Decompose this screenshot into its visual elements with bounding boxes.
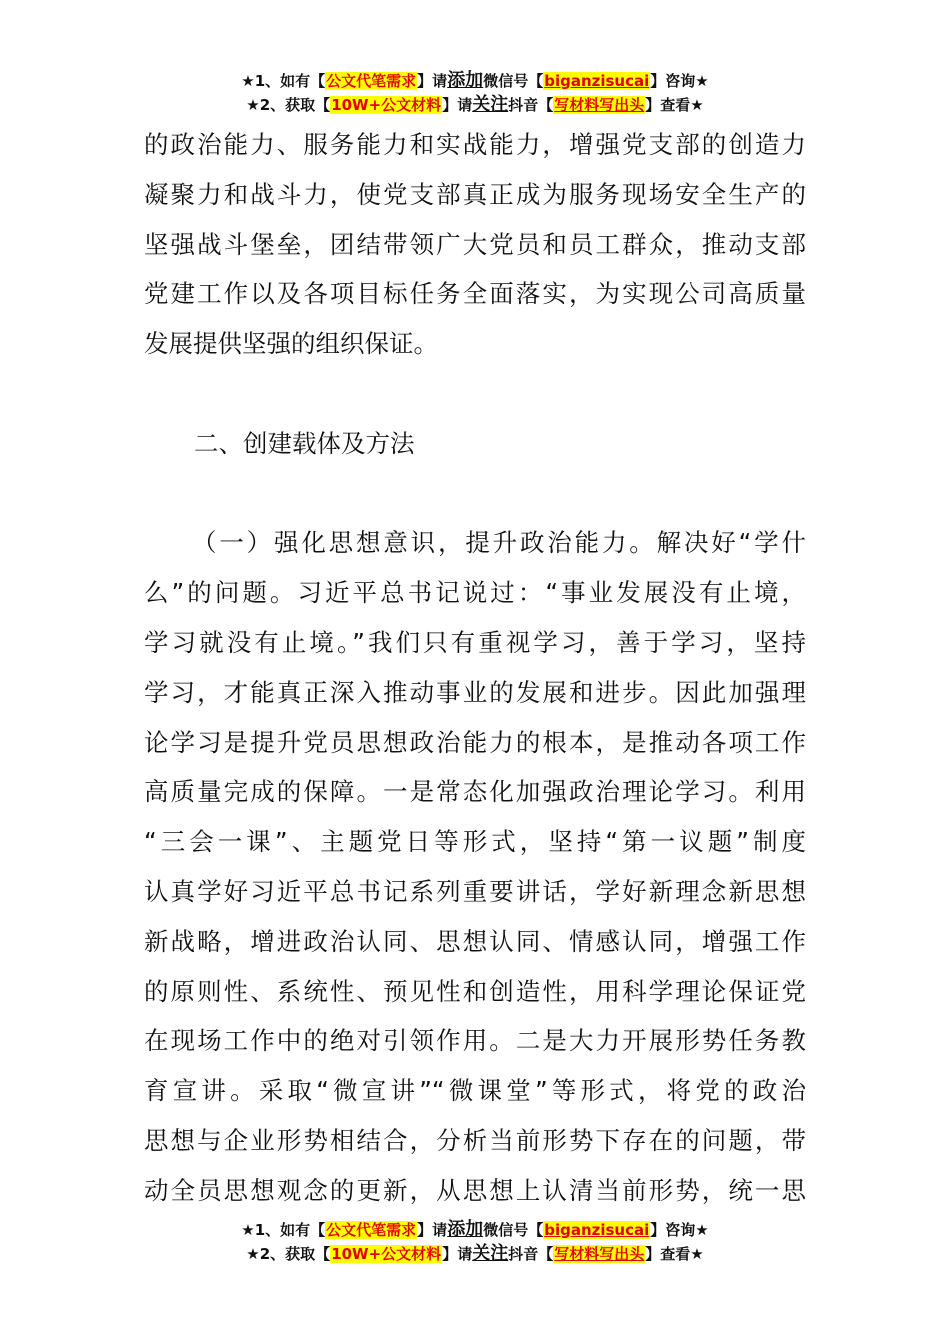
promo-text: 】请: [442, 1245, 473, 1263]
promo-emphasis: 添加: [447, 70, 484, 91]
promo-line-1: [0, 1218, 950, 1242]
promo-highlight: 10W+公文材料: [331, 96, 442, 114]
douyin-link[interactable]: 写材料写出头: [554, 1245, 645, 1263]
promo-highlight: 公文代笔需求: [326, 72, 417, 90]
text-line: 育宣讲。采取“微宣讲”“微课堂”等形式，将党的政治: [144, 1076, 806, 1106]
promo-emphasis: 关注: [472, 94, 509, 115]
text-line: 学习，才能真正深入推动事业的发展和进步。因此加强理: [144, 677, 806, 707]
text-line: 动全员思想观念的更新，从思想上认清当前形势，统一思: [144, 1175, 806, 1205]
wechat-id-link[interactable]: biganzisucai: [544, 72, 650, 90]
promo-line-2: [0, 93, 950, 117]
promo-text: ★2、获取【: [246, 96, 331, 114]
text-line: 的原则性、系统性、预见性和创造性，用科学理论保证党: [144, 976, 806, 1006]
promo-highlight: 10W+公文材料: [331, 1245, 442, 1263]
text-line: 么”的问题。习近平总书记说过：“事业发展没有止境，: [144, 578, 806, 608]
promo-text: 】咨询★: [650, 1221, 709, 1239]
section-heading: 二、创建载体及方法: [194, 428, 415, 458]
text-line: 的政治能力、服务能力和实战能力，增强党支部的创造力: [144, 130, 806, 159]
paragraph-1: [144, 120, 806, 369]
text-line: 党建工作以及各项目标任务全面落实，为实现公司高质量: [144, 279, 806, 309]
text-line: 认真学好习近平总书记系列重要讲话，学好新理念新思想: [144, 876, 806, 906]
text-line: 论学习是提升党员思想政治能力的根本，是推动各项工作: [144, 727, 806, 757]
text-line: 发展提供坚强的组织保证。: [144, 329, 438, 359]
promo-banner-bottom: [0, 1218, 950, 1266]
text-line: 坚强战斗堡垒，团结带领广大党员和员工群众，推动支部: [144, 229, 806, 259]
promo-text: 】查看★: [645, 1245, 704, 1263]
text-line: 思想与企业形势相结合，分析当前形势下存在的问题，带: [144, 1125, 806, 1155]
promo-text: 】请: [442, 96, 473, 114]
promo-text: 微信号【: [483, 1221, 544, 1239]
promo-text: 抖音【: [508, 96, 554, 114]
text-line: 在现场工作中的绝对引领作用。二是大力开展形势任务教: [144, 1026, 806, 1056]
promo-banner-top: [0, 69, 950, 117]
wechat-id-link[interactable]: biganzisucai: [544, 1221, 650, 1239]
promo-text: ★1、如有【: [241, 72, 326, 90]
promo-line-1: [0, 69, 950, 93]
promo-text: ★2、获取【: [246, 1245, 331, 1263]
text-line: （一）强化思想意识，提升政治能力。解决好“学什: [192, 528, 806, 558]
text-line: 高质量完成的保障。一是常态化加强政治理论学习。利用: [144, 777, 806, 807]
promo-text: 】请: [417, 72, 448, 90]
promo-text: ★1、如有【: [241, 1221, 326, 1239]
douyin-link[interactable]: 写材料写出头: [554, 96, 645, 114]
text-line: 凝聚力和战斗力，使党支部真正成为服务现场安全生产的: [144, 179, 806, 209]
promo-emphasis: 添加: [447, 1219, 484, 1240]
promo-emphasis: 关注: [472, 1243, 509, 1264]
document-body: [144, 120, 806, 1216]
promo-text: 微信号【: [483, 72, 544, 90]
promo-text: 】查看★: [645, 96, 704, 114]
text-line: 学习就没有止境。”我们只有重视学习，善于学习，坚持: [144, 627, 806, 657]
promo-line-2: [0, 1242, 950, 1266]
text-line: 新战略，增进政治认同、思想认同、情感认同，增强工作: [144, 926, 806, 956]
promo-text: 抖音【: [508, 1245, 554, 1263]
promo-text: 】请: [417, 1221, 448, 1239]
text-line: “三会一课”、主题党日等形式，坚持“第一议题”制度: [144, 827, 806, 857]
promo-text: 】咨询★: [650, 72, 709, 90]
promo-highlight: 公文代笔需求: [326, 1221, 417, 1239]
paragraph-2: [144, 518, 806, 1215]
